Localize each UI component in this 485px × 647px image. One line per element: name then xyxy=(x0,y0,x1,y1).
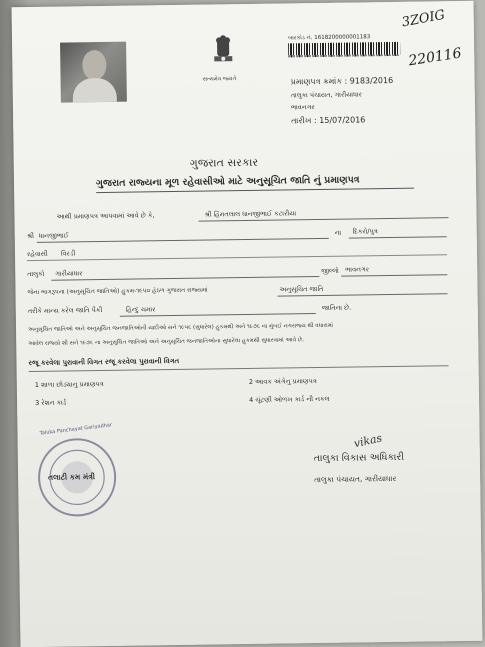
office-line-2: ભાવનગર xyxy=(290,103,315,112)
district-label: જીલ્લો xyxy=(321,266,339,275)
document-label: શાળા છોડ્યાનુ પ્રમાણપત્ર xyxy=(40,380,104,389)
paragraph-line-2: આવેલ રાજ્યો શી સને ૧૯૭૬ ના અનુસૂચિત જાતિઓ અને અનુસૂચિત જનજાતિઓના સુધારેલા હુકમથી સુધારવામાં આવે છે. xyxy=(28,337,305,348)
page-subtitle: ગુજરાત રાજ્યના મૂળ રહેવાસીઓ માટે અનુસૂચિત જાતિ નું પ્રમાણપત્ર xyxy=(95,174,360,190)
document-label: ચૂંટણી ઓળખ કાર્ડ ની નકલ xyxy=(255,394,330,404)
photo-body xyxy=(73,78,117,103)
issued-to-name: શ્રી હિંમતલાલ ધાનજીભાઈ કટારીયા xyxy=(204,209,297,219)
document-label: આવક અંગેનુ પ્રમાણપત્ર xyxy=(254,377,317,386)
emblem-caption: સત્યમેવ જયતે xyxy=(202,76,237,83)
issued-to-label: આથી પ્રમાણપત્ર આપવામાં આવે છે કે, xyxy=(56,211,155,221)
document-number: 3 xyxy=(35,398,40,407)
certificate-number-label: પ્રમાણપત્ર ક્રમાંક : xyxy=(290,76,348,87)
caste-label: તરીકે માન્ય કરેલ જાતિ પૈકી xyxy=(27,306,103,316)
date-label: તારીખ : xyxy=(291,116,317,126)
seal-label: તલાટી કમ મંત્રી xyxy=(48,472,96,482)
document-item xyxy=(249,377,317,387)
certificate-number: 9183/2016 xyxy=(349,75,394,86)
certificate-page xyxy=(12,1,483,647)
signatory-office: તાલુકા પંચાયત, ગારીયાધાર xyxy=(314,473,397,485)
barcode-number: બારકોડ નં. 1618200000001183 xyxy=(287,34,371,42)
taluka-label: તાલુકો xyxy=(27,269,45,279)
order-text: જેના ભાગરૂપના (અનુસૂચિત જાતિઓ) હુકમ-૧૯૫૦ હેઠળ ગુજરાત રાજ્યમાં xyxy=(27,286,208,297)
taluka-field xyxy=(51,265,319,281)
document-item xyxy=(35,399,66,408)
subtitle-underline xyxy=(96,188,414,193)
document-number: 1 xyxy=(34,380,40,389)
residence-value: વિરડી xyxy=(60,249,76,258)
seal-ring-text: Taluka Panchayat Gariyadhar xyxy=(39,422,113,437)
certificate-date: 15/07/2016 xyxy=(319,115,366,125)
caste-value: હિન્દુ ચમાર xyxy=(125,305,156,314)
district-value: ભાવનગર xyxy=(345,265,370,274)
relation-value: દિકરો/પુત્ર xyxy=(352,227,378,236)
father-name: ધાનજીભાઈ xyxy=(38,231,69,240)
document-label: રેશન કાર્ડ xyxy=(41,398,67,407)
relation-label: ના xyxy=(334,228,342,237)
father-field xyxy=(37,227,329,243)
paragraph-line-1: અનુસૂચિત જાતિઓ અને અનુસૂચિત જનજાતિઓની યાદીઓ સને ૧૯૫૬ (સુધારેલ) હુકમથી અને ૧૯૭૬ ના મુંબઈ નગરાજ્ય થી વધારામાં xyxy=(28,322,334,334)
document-number: 4 xyxy=(249,395,254,404)
signature: vikas xyxy=(352,431,384,451)
barcode xyxy=(288,42,400,58)
page-title: ગુજરાત સરકાર xyxy=(189,155,259,170)
residence-label: રહેવાસી xyxy=(26,249,48,259)
order-value: અનુસૂચિત જાતિ xyxy=(279,284,324,294)
father-prefix: શ્રી xyxy=(26,231,34,241)
signatory-title: તાલુકા વિકાસ અધિકારી xyxy=(313,451,405,465)
ashoka-emblem-icon xyxy=(208,34,239,74)
office-line-1: તાલુકા પંચાયત, ગારીયાધાર xyxy=(290,90,363,100)
certificate-number-row xyxy=(291,76,394,87)
caste-suffix: જાતિના છે. xyxy=(321,303,352,312)
handwritten-number-top: 3ZOIG xyxy=(400,7,447,31)
document-number: 2 xyxy=(248,377,254,386)
documents-heading: રજૂ કરવેલા પુરાવાની વિગત રજૂ કરવેલા પુરાવાની વિગત xyxy=(28,356,180,368)
taluka-value: ગારીયાધાર xyxy=(55,269,83,278)
document-item xyxy=(35,380,104,390)
photo-face xyxy=(82,50,106,80)
residence-underline xyxy=(27,254,447,261)
applicant-photo xyxy=(60,42,127,103)
date-row xyxy=(291,115,365,126)
handwritten-number-bottom: 220116 xyxy=(407,45,463,70)
document-item xyxy=(249,395,330,405)
